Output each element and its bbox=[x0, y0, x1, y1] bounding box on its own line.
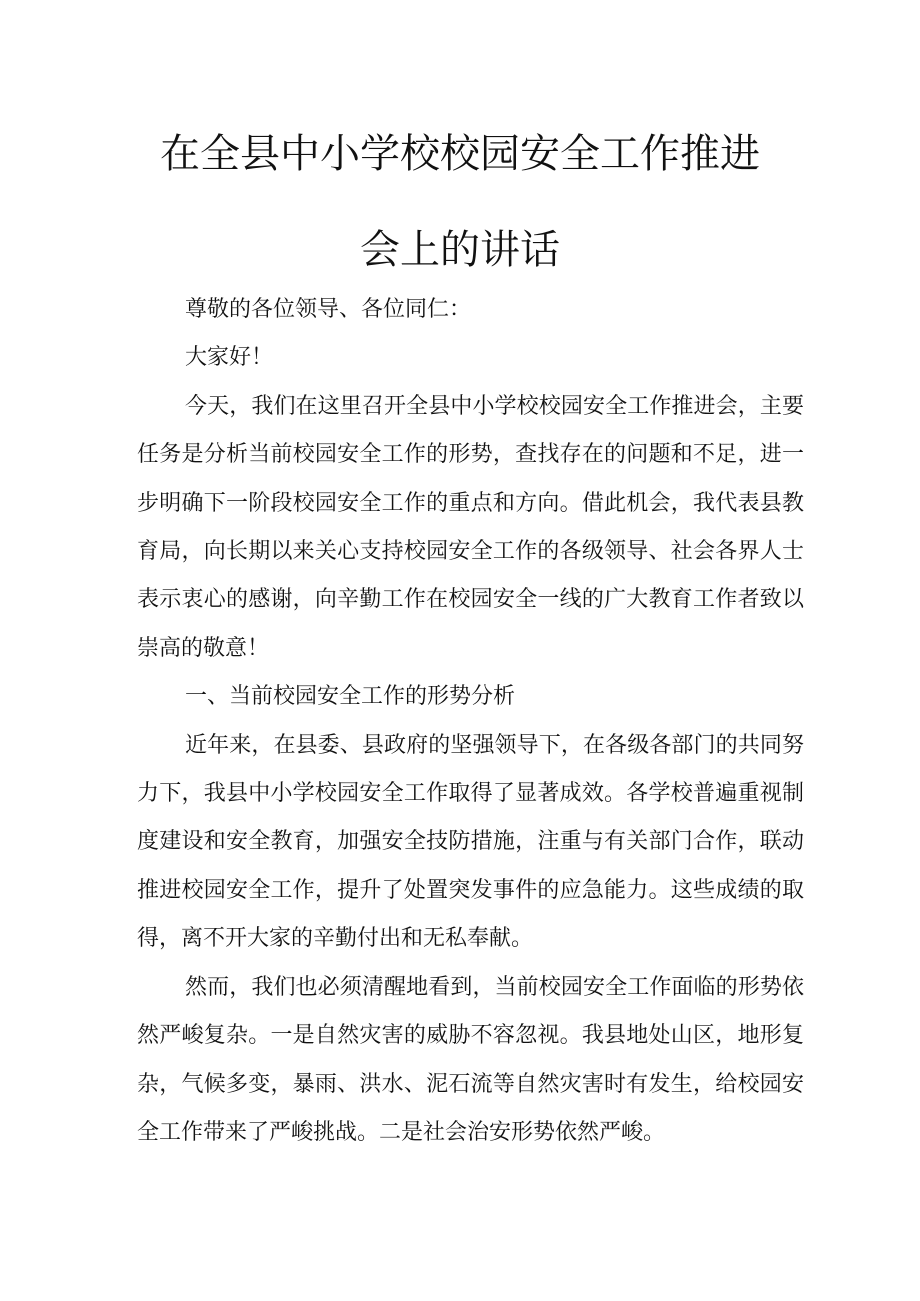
paragraph-challenges: 然而，我们也必须清醒地看到，当前校园安全工作面临的形势依然严峻复杂。一是自然灾害的威胁不容忽视。我县地处山区，地形复杂，气候多变，暴雨、洪水、泥石流等自然灾害时有发生，给校园安全工作带来了严峻挑战。二是社会治安形势依然严峻。 bbox=[137, 974, 804, 1145]
greeting: 大家好！ bbox=[185, 345, 274, 371]
document-title-line-1: 在全县中小学校校园安全工作推进 bbox=[160, 131, 760, 177]
salutation: 尊敬的各位领导、各位同仁： bbox=[185, 297, 472, 322]
paragraph-achievements: 近年来，在县委、县政府的坚强领导下，在各级各部门的共同努力下，我县中小学校园安全工作取得了显著成效。各学校普遍重视制度建设和安全教育，加强安全技防措施，注重与有关部门合作，联动推进校园安全工作，提升了处置突发事件的应急能力。这些成绩的取得，离不开大家的辛勤付出和无私奉献。 bbox=[137, 732, 804, 952]
paragraph-intro: 今天，我们在这里召开全县中小学校校园安全工作推进会，主要任务是分析当前校园安全工作的形势，查找存在的问题和不足，进一步明确下一阶段校园安全工作的重点和方向。借此机会，我代表县教育局，向长期以来关心支持校园安全工作的各级领导、社会各界人士表示衷心的感谢，向辛勤工作在校园安全一线的广大教育工作者致以崇高的敬意！ bbox=[137, 393, 804, 661]
section-heading-1: 一、当前校园安全工作的形势分析 bbox=[185, 684, 516, 710]
document-body bbox=[137, 286, 804, 1157]
document-title-line-2: 会上的讲话 bbox=[360, 227, 560, 273]
